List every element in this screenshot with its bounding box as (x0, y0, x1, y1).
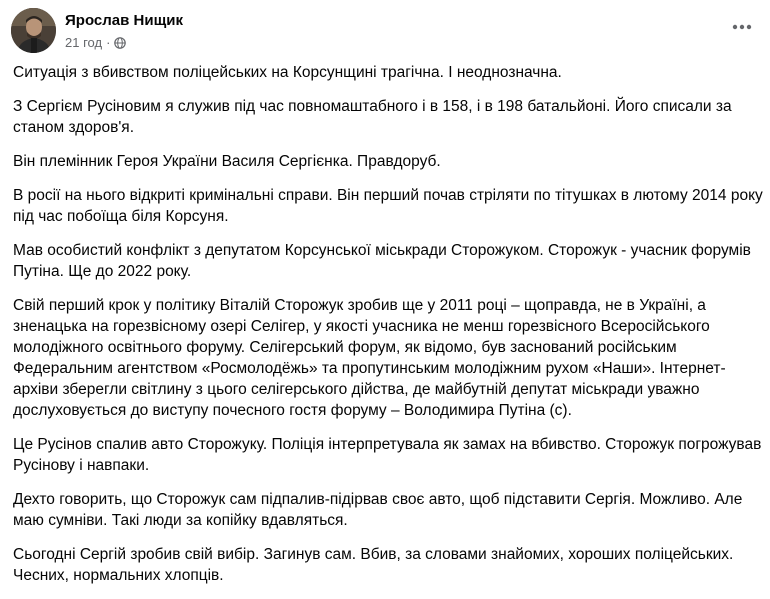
author-name[interactable]: Ярослав Нищик (65, 12, 183, 29)
post-paragraph-2: З Сергієм Русіновим я служив під час повномаштабного і в 158, і в 198 батальйоні. Його списали за станом здоров'я. (13, 98, 732, 136)
avatar[interactable] (11, 8, 56, 53)
post-paragraph-8: Дехто говорить, що Сторожук сам підпалив-підірвав своє авто, щоб підставити Сергія. Можливо. Але маю сумніви. Такі люди за копійку вдавляться. (13, 491, 743, 529)
meta-separator: · (106, 35, 111, 50)
globe-icon (114, 37, 126, 49)
post-body (13, 62, 765, 599)
post-meta (65, 35, 126, 50)
post-paragraph-1: Ситуація з вбивством поліцейських на Корсунщині трагічна. І неоднозначна. (13, 64, 562, 81)
post-timestamp[interactable]: 21 год (65, 35, 103, 50)
post-paragraph-5: Мав особистий конфлікт з депутатом Корсунської міськради Сторожуком. Сторожук - учасник форумів Путіна. Ще до 2022 року. (13, 242, 751, 280)
avatar-image (11, 8, 56, 53)
more-options-button[interactable] (727, 12, 757, 42)
post-paragraph-9: Сьогодні Сергій зробив свій вибір. Загинув сам. Вбив, за словами знайомих, хороших поліцейських. Чесних, нормальних хлопців. (13, 546, 734, 584)
post-paragraph-7: Це Русінов спалив авто Сторожуку. Поліція інтерпретувала як замах на вбивство. Сторожук погрожував Русінову і навпаки. (13, 436, 762, 474)
post-paragraph-4: В росії на нього відкриті кримінальні справи. Він перший почав стріляти по тітушках в лютому 2014 року під час побоїща біля Корсуня. (13, 187, 763, 225)
post-header (11, 8, 761, 58)
post-paragraph-3: Він племінник Героя України Василя Сергієнка. Правдоруб. (13, 153, 441, 170)
more-horizontal-icon (732, 24, 752, 30)
post-paragraph-6: Свій перший крок у політику Віталій Сторожук зробив ще у 2011 році – щоправда, не в Україні, а зненацька на горезвісному озері Селігер, у якості учасника не менш горезвісного Всеросійського молодіжного освітнього форуму. Селігерський форум, як відомо, був заснований російським Федеральним агентством «Росмолодёжь» та пропутинським молодіжним рухом «Наши». Інтернет-архіви зберегли світлину з цього селігерського дійства, де майбутній депутат міськради уважно дослуховується до виступу почесного гостя форуму – Володимира Путіна (с). (13, 297, 726, 419)
